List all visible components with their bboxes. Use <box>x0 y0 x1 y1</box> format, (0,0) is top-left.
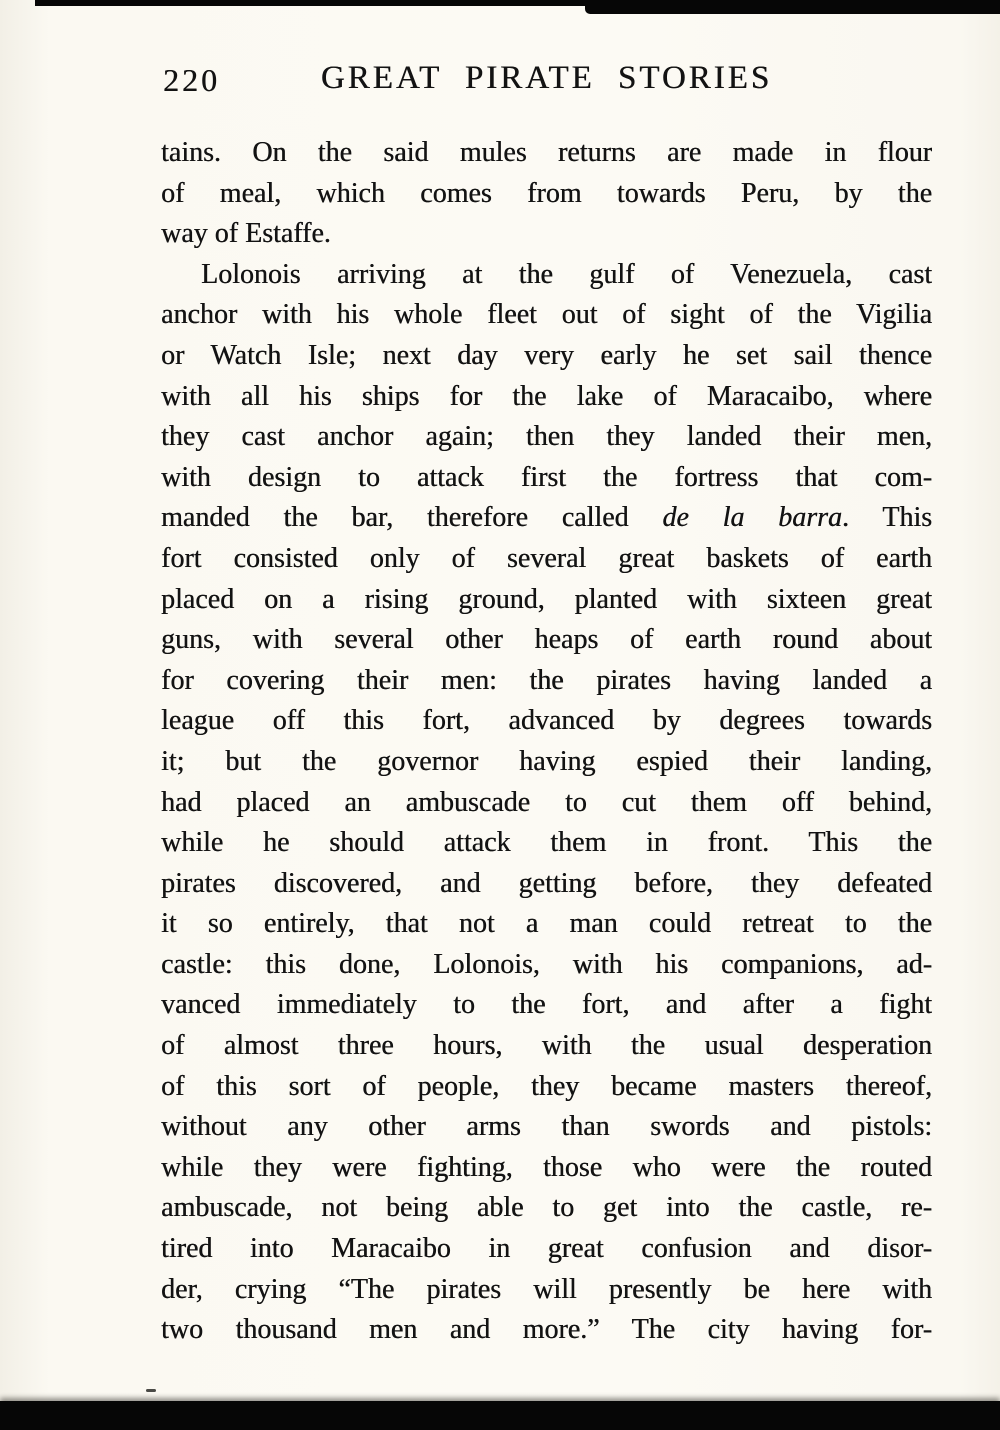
text-segment: they cast anchor again; then they landed their men, <box>161 421 932 453</box>
text-segment: for covering their men: the pirates having landed a <box>161 664 932 696</box>
scan-edge-top <box>35 0 620 6</box>
scan-edge-bottom <box>0 1401 1000 1430</box>
text-line <box>161 823 932 864</box>
text-segment: of this sort of people, they became masters thereof, <box>161 1070 932 1102</box>
text-segment: of almost three hours, with the usual desperation <box>161 1030 932 1062</box>
text-line <box>161 1148 932 1189</box>
text-segment: of meal, which comes from towards Peru, by the <box>161 177 932 209</box>
text-segment: without any other arms than swords and pistols: <box>161 1111 932 1143</box>
text-segment: league off this fort, advanced by degrees towards <box>161 705 932 737</box>
text-line <box>161 701 932 742</box>
text-line <box>161 377 932 418</box>
running-title: GREAT PIRATE STORIES <box>320 60 773 96</box>
text-segment: with design to attack first the fortress that com- <box>161 461 932 493</box>
text-segment: guns, with several other heaps of earth round about <box>161 624 932 656</box>
italic-phrase: de la barra <box>662 502 842 534</box>
text-line <box>161 661 932 702</box>
text-line <box>161 1229 932 1270</box>
text-line <box>161 1107 932 1148</box>
text-line <box>161 1026 932 1067</box>
text-segment: with all his ships for the lake of Maracaibo, where <box>161 380 932 412</box>
text-segment: Lolonois arriving at the gulf of Venezuela, cast <box>201 258 932 290</box>
text-line <box>161 295 932 336</box>
text-segment: vanced immediately to the fort, and after a fight <box>161 989 932 1021</box>
text-segment: castle: this done, Lolonois, with his companions, ad- <box>161 948 932 980</box>
text-line <box>161 1310 932 1351</box>
text-line <box>161 1067 932 1108</box>
text-line <box>161 336 932 377</box>
text-segment: two thousand men and more.” The city having for- <box>161 1314 932 1346</box>
text-segment: it; but the governor having espied their landing, <box>161 745 932 777</box>
text-line <box>161 417 932 458</box>
text-segment: while they were fighting, those who were the routed <box>161 1151 932 1183</box>
text-segment: anchor with his whole fleet out of sight of the Vigilia <box>161 299 932 331</box>
text-segment: or Watch Isle; next day very early he set sail thence <box>161 339 932 371</box>
text-line <box>161 1188 932 1229</box>
page-header <box>161 60 932 102</box>
text-line <box>161 580 932 621</box>
text-line <box>161 945 932 986</box>
text-segment: tains. On the said mules returns are made in flour <box>161 137 932 168</box>
text-line <box>161 174 932 215</box>
text-line <box>161 539 932 580</box>
text-line <box>161 864 932 905</box>
text-line <box>161 1270 932 1311</box>
text-line <box>161 985 932 1026</box>
text-segment: had placed an ambuscade to cut them off behind, <box>161 786 932 818</box>
text-line <box>161 620 932 661</box>
paragraph <box>161 255 932 1351</box>
text-line <box>161 458 932 499</box>
text-segment: way of Estaffe. <box>161 218 331 250</box>
scan-speck <box>146 1389 156 1392</box>
text-line <box>161 255 932 296</box>
text-line <box>161 133 932 174</box>
text-segment: der, crying “The pirates will presently be here with <box>161 1273 932 1305</box>
text-segment: placed on a rising ground, planted with sixteen great <box>161 583 932 615</box>
paragraph <box>161 133 932 255</box>
text-line <box>161 742 932 783</box>
text-segment: tired into Maracaibo in great confusion and disor- <box>161 1233 932 1265</box>
page-number: 220 <box>163 62 220 98</box>
text-segment: ambuscade, not being able to get into the castle, re- <box>161 1192 932 1224</box>
text-line <box>161 498 932 539</box>
text-segment: it so entirely, that not a man could retreat to the <box>161 908 932 940</box>
text-line <box>161 904 932 945</box>
scan-edge-top-right <box>585 0 1000 14</box>
text-line <box>161 214 932 255</box>
text-line <box>161 783 932 824</box>
text-segment: manded the bar, therefore called <box>161 502 663 534</box>
text-segment: fort consisted only of several great baskets of earth <box>161 542 932 574</box>
text-segment: . This <box>841 502 932 534</box>
text-segment: pirates discovered, and getting before, they defeated <box>161 867 932 899</box>
text-block <box>161 133 932 1351</box>
text-segment: while he should attack them in front. This the <box>161 827 932 859</box>
